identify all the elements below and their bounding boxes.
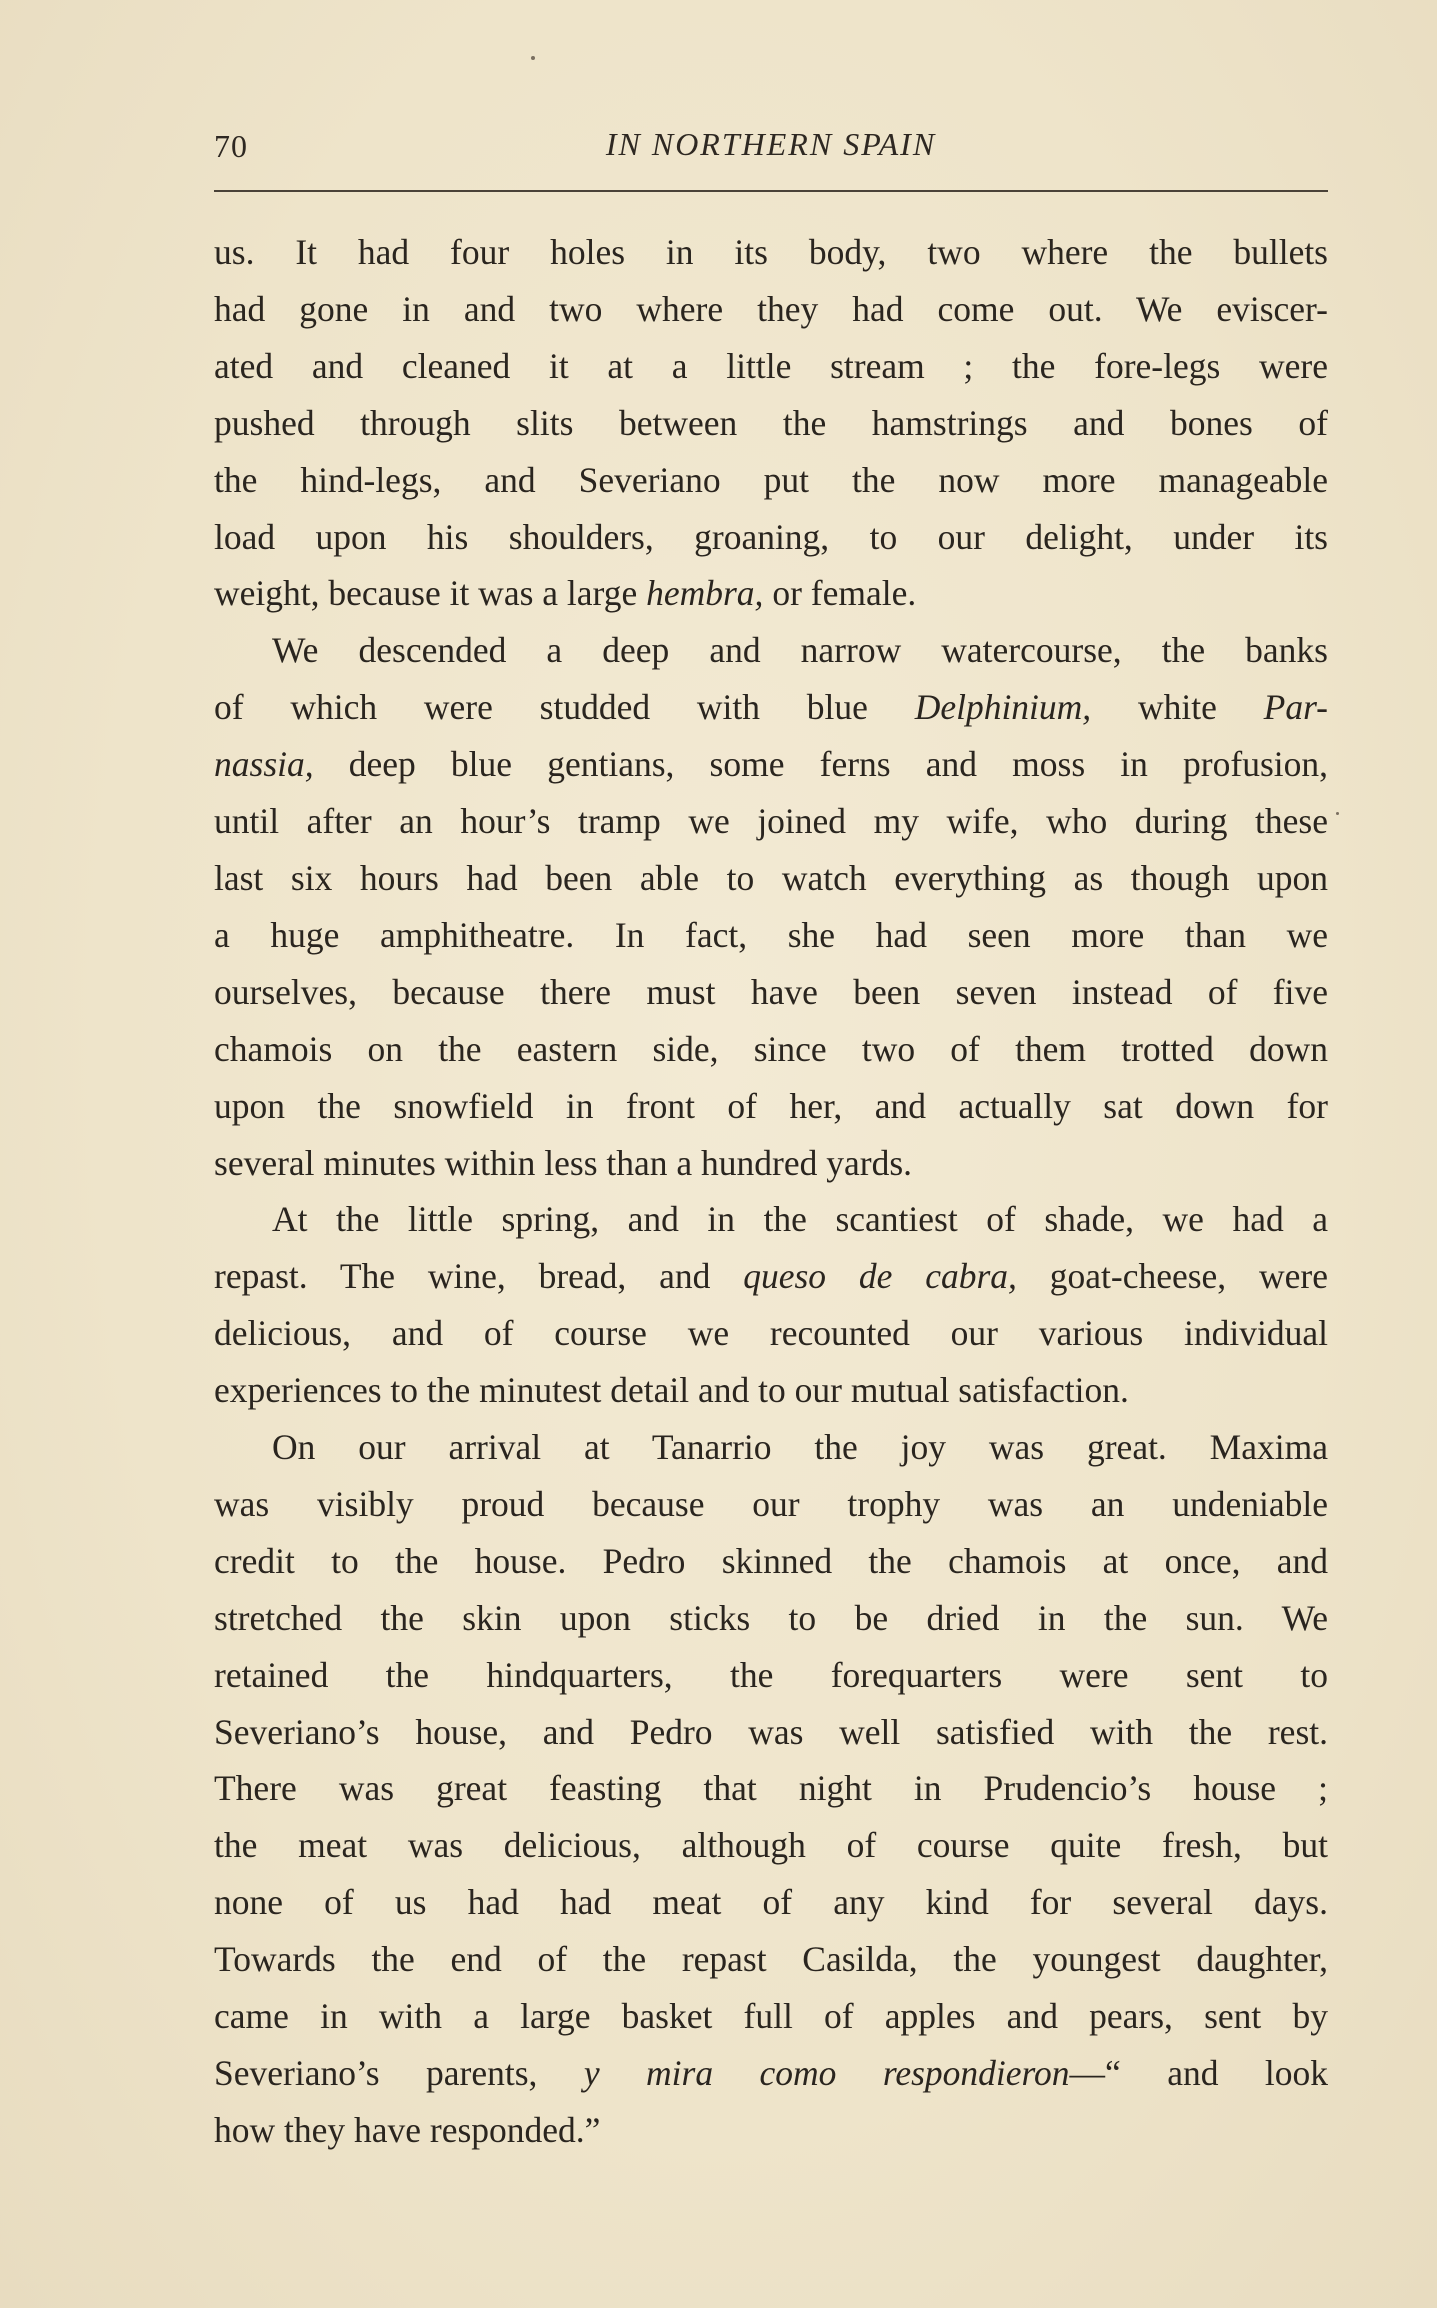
text-run: was visibly proud because our trophy was an undeniable [214, 1483, 1328, 1524]
paper-speck [531, 56, 535, 60]
text-run: At the little spring, and in the scantiest of shade, we had a [272, 1199, 1328, 1240]
text-line [214, 2045, 1328, 2102]
text-run: upon the snowfield in front of her, and actually sat down for [214, 1085, 1328, 1126]
text-line [214, 1305, 1328, 1362]
running-head: IN NORTHERN SPAIN [605, 126, 937, 162]
text-line [214, 565, 1328, 622]
text-line [214, 1874, 1328, 1931]
text-run: We descended a deep and narrow watercourse, the banks [272, 630, 1328, 671]
text-line [214, 509, 1328, 566]
text-run: or female. [763, 573, 917, 614]
text-run: There was great feasting that night in Prudencio’s house ; [214, 1768, 1328, 1809]
text-line [214, 793, 1328, 850]
text-line [214, 224, 1328, 281]
text-run: several minutes within less than a hundred yards. [214, 1142, 913, 1183]
italic-text: queso de cabra, [743, 1256, 1017, 1297]
text-line [214, 1476, 1328, 1533]
italic-text: y mira como respondieron [583, 2053, 1070, 2093]
text-line [214, 1419, 1328, 1476]
text-run: Severiano’s parents, [214, 2053, 584, 2093]
text-run: pushed through slits between the hamstrings and bones of [214, 402, 1328, 443]
text-line [214, 395, 1328, 452]
paper-speck [1336, 812, 1339, 815]
italic-text: nassia, [214, 744, 314, 785]
text-line [214, 964, 1328, 1021]
text-run: experiences to the minutest detail and to our mutual satisfaction. [214, 1370, 1129, 1411]
text-line [214, 1988, 1328, 2045]
text-run: of which were studded with blue [214, 687, 915, 728]
header-rule [214, 190, 1328, 192]
text-run: repast. The wine, bread, and [214, 1256, 744, 1297]
text-run: delicious, and of course we recounted our various individual [214, 1313, 1328, 1354]
text-line [214, 2102, 1328, 2159]
text-line [214, 1817, 1328, 1874]
text-run: had gone in and two where they had come out. We eviscer- [214, 288, 1328, 329]
text-run: goat-cheese, were [1016, 1256, 1328, 1297]
italic-text: Par- [1263, 687, 1329, 728]
body-text [214, 224, 1328, 2159]
text-line [214, 338, 1328, 395]
text-line [214, 679, 1328, 736]
text-run: how they have responded.” [214, 2109, 601, 2150]
text-run: On our arrival at Tanarrio the joy was great. Maxima [272, 1427, 1328, 1468]
text-line [214, 736, 1328, 793]
italic-text: Delphinium, [914, 687, 1092, 728]
text-run: weight, because it was a large [214, 573, 647, 614]
text-run: a huge amphitheatre. In fact, she had seen more than we [214, 914, 1328, 955]
text-run: came in with a large basket full of apples and pears, sent by [214, 1996, 1328, 2037]
text-line [214, 452, 1328, 509]
page-number: 70 [214, 128, 248, 164]
text-line [214, 1021, 1328, 1078]
text-run: —“ and look [1069, 2053, 1328, 2093]
text-run: none of us had had meat of any kind for several days. [214, 1882, 1328, 1923]
text-run: retained the hindquarters, the forequarters were sent to [214, 1654, 1328, 1695]
text-line [214, 1647, 1328, 1704]
text-run: load upon his shoulders, groaning, to our delight, under its [214, 516, 1328, 557]
text-line [214, 1191, 1328, 1248]
text-line [214, 1135, 1328, 1192]
text-line [214, 1931, 1328, 1988]
text-line [214, 907, 1328, 964]
text-run: the hind-legs, and Severiano put the now more manageable [214, 459, 1328, 500]
text-line [214, 1078, 1328, 1135]
text-line [214, 1248, 1328, 1305]
text-run: ourselves, because there must have been seven instead of five [214, 971, 1328, 1012]
italic-text: hembra, [646, 573, 764, 614]
text-run: deep blue gentians, some ferns and moss in profusion, [313, 744, 1328, 785]
text-line [214, 1590, 1328, 1647]
text-line [214, 1362, 1328, 1419]
text-line [214, 1760, 1328, 1817]
text-run: last six hours had been able to watch everything as though upon [214, 857, 1328, 898]
text-run: chamois on the eastern side, since two of them trotted down [214, 1028, 1328, 1069]
text-run: Severiano’s house, and Pedro was well satisfied with the rest. [214, 1711, 1328, 1752]
text-run: until after an hour’s tramp we joined my wife, who during these [214, 801, 1328, 842]
text-run: stretched the skin upon sticks to be dried in the sun. We [214, 1597, 1328, 1638]
text-run: Towards the end of the repast Casilda, the youngest daughter, [214, 1939, 1328, 1980]
text-run: credit to the house. Pedro skinned the chamois at once, and [214, 1540, 1328, 1581]
text-line [214, 850, 1328, 907]
text-line [214, 1533, 1328, 1590]
text-run: white [1091, 687, 1264, 728]
text-run: us. It had four holes in its body, two where the bullets [214, 232, 1328, 272]
page-header [214, 122, 1328, 172]
text-line [214, 281, 1328, 338]
text-run: ated and cleaned it at a little stream ; the fore-legs were [214, 345, 1328, 386]
text-run: the meat was delicious, although of course quite fresh, but [214, 1825, 1328, 1866]
text-line [214, 1704, 1328, 1761]
text-line [214, 622, 1328, 679]
